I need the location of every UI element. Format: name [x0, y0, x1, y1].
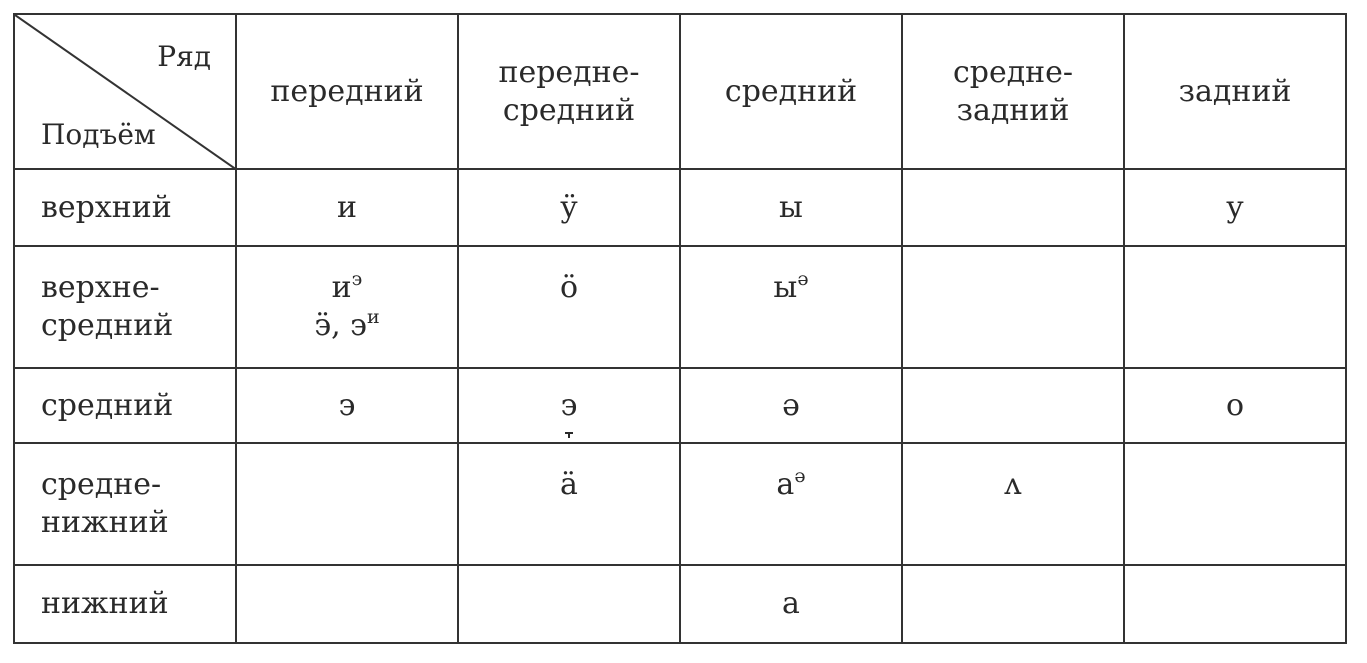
vowel-line — [237, 307, 457, 345]
vowel-cell — [1124, 368, 1346, 443]
corner-cell — [14, 14, 236, 169]
row-label-line1: средний — [41, 387, 174, 423]
row-label-line2: нижний — [41, 504, 169, 540]
vowel-superscript: ə — [797, 268, 809, 290]
vowel-cell — [680, 443, 902, 565]
column-header — [680, 14, 902, 169]
column-header-line2: задний — [956, 92, 1070, 128]
vowel-cell — [458, 169, 680, 246]
column-header-line1: средне- — [952, 55, 1074, 90]
vowel-cell — [902, 368, 1124, 443]
table-row — [14, 246, 1346, 368]
vowel-cell — [458, 565, 680, 643]
vowel: у — [1226, 189, 1244, 225]
table-row — [14, 443, 1346, 565]
vowel-superscript: и — [367, 305, 380, 328]
vowel: ʌ — [1004, 467, 1022, 502]
vowel-cell — [902, 443, 1124, 565]
vowel-cell — [236, 368, 458, 443]
vowel: а — [776, 467, 795, 502]
vowel-cell — [1124, 443, 1346, 565]
vowel: ӧ — [559, 270, 579, 305]
vowel-with-diacritic: э — [560, 387, 578, 423]
vowel-cell — [236, 565, 458, 643]
column-header — [1124, 14, 1346, 169]
row-label — [14, 565, 236, 643]
vowel-cell — [902, 169, 1124, 246]
column-header-line1: передне- — [498, 55, 640, 90]
vowel-table — [13, 13, 1347, 644]
vowel-superscript: ə — [794, 465, 806, 487]
vowel: ӱ — [560, 189, 578, 225]
vowel-cell — [680, 565, 902, 643]
vowel: а — [782, 586, 800, 622]
row-label-line1: нижний — [41, 586, 169, 622]
vowel: ə — [782, 387, 800, 423]
vowel-cell — [680, 169, 902, 246]
column-header-line1: задний — [1178, 73, 1292, 109]
row-label-line1: верхний — [41, 189, 172, 225]
row-label-line2: средний — [41, 307, 174, 343]
row-label-line1: верхне- — [41, 270, 160, 305]
vowel-cell — [458, 443, 680, 565]
row-label — [14, 368, 236, 443]
vowel-cell — [902, 246, 1124, 368]
column-header — [236, 14, 458, 169]
vowel: и — [331, 270, 352, 305]
vowel: э — [338, 387, 356, 423]
row-axis-label: Ряд — [157, 40, 211, 73]
vowel-cell — [236, 169, 458, 246]
row-label-line1: средне- — [41, 467, 162, 502]
row-label — [14, 443, 236, 565]
column-header-line1: средний — [724, 73, 858, 109]
vowel-cell — [1124, 169, 1346, 246]
height-axis-label: Подъём — [41, 118, 156, 151]
vowel: ы — [779, 189, 803, 225]
vowel-cell — [236, 246, 458, 368]
vowel-cell — [680, 368, 902, 443]
column-header-line1: передний — [270, 73, 424, 109]
vowel-cell — [236, 443, 458, 565]
column-header — [458, 14, 680, 169]
column-header — [902, 14, 1124, 169]
vowel-line — [237, 269, 457, 307]
vowel-cell — [680, 246, 902, 368]
header-row — [14, 14, 1346, 169]
vowel: и — [337, 189, 357, 225]
table-row — [14, 368, 1346, 443]
vowel-superscript: э — [351, 268, 363, 290]
column-header-line2: средний — [502, 92, 636, 128]
table-row — [14, 169, 1346, 246]
vowel-cell — [458, 246, 680, 368]
vowel-cell — [458, 368, 680, 443]
vowel: ӭ, э — [314, 307, 367, 343]
vowel-cell — [1124, 246, 1346, 368]
vowel-cell — [1124, 565, 1346, 643]
vowel: о — [1225, 387, 1245, 423]
row-label — [14, 246, 236, 368]
vowel: ы — [773, 270, 798, 305]
vowel: ä — [560, 467, 578, 502]
vowel-cell — [902, 565, 1124, 643]
table-row — [14, 565, 1346, 643]
row-label — [14, 169, 236, 246]
